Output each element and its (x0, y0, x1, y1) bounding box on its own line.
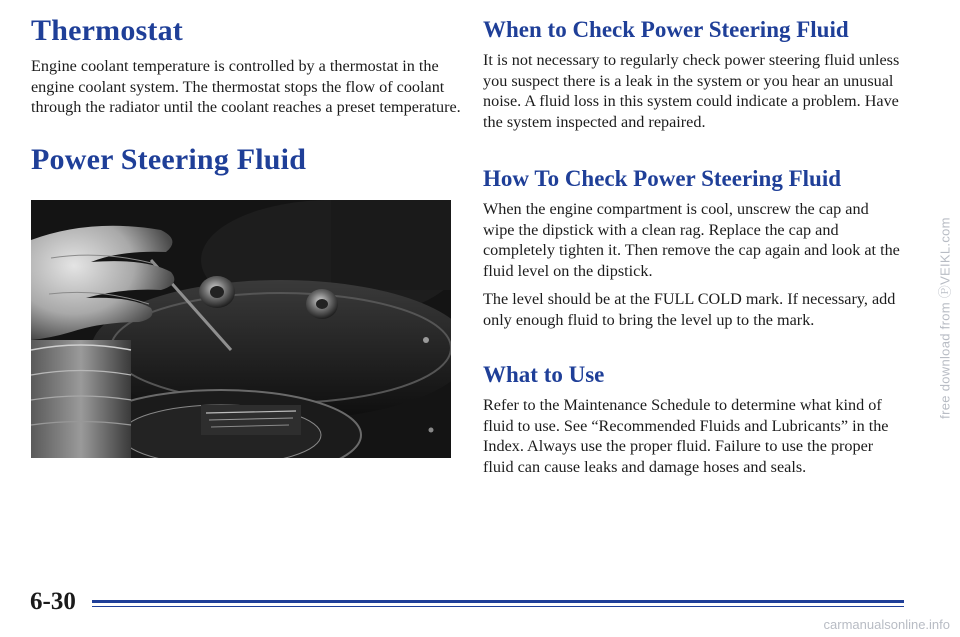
footer-rule-thick (92, 600, 904, 603)
what-to-use-paragraph: Refer to the Maintenance Schedule to determine what kind of fluid to use. See “Recommended Fluids and Lubricants” in the Index. Always use the proper fluid. Failure to use the proper fluid can cause leaks and damage hoses and seals. (483, 396, 889, 476)
when-to-check-heading: When to Check Power Steering Fluid (483, 17, 849, 42)
thermostat-paragraph: Engine coolant temperature is controlled by a thermostat in the engine coolant system. The thermostat stops the flow of coolant through the radiator until the coolant reaches a preset temperature. (31, 57, 461, 117)
power-steering-reservoir-photo (31, 200, 451, 458)
how-to-check-heading: How To Check Power Steering Fluid (483, 166, 842, 191)
footer-rule-thin (92, 606, 904, 607)
how-to-check-paragraph-1: When the engine compartment is cool, unscrew the cap and wipe the dipstick with a clean rag. Replace the cap and completely tighten it. Then remove the cap again and look at the fluid level on the dipstick. (483, 200, 900, 280)
side-watermark: free download from ⓅVEIKL.com (937, 217, 953, 419)
thermostat-heading: Thermostat (31, 14, 183, 47)
when-to-check-paragraph: It is not necessary to regularly check power steering fluid unless you suspect there is a leak in the system or you hear an unusual noise. A fluid loss in this system could indicate a problem. Have the system inspected and repaired. (483, 51, 900, 131)
power-steering-heading: Power Steering Fluid (31, 143, 307, 176)
what-to-use-heading: What to Use (483, 362, 605, 387)
footer-site-watermark: carmanualsonline.info (823, 617, 950, 632)
page-number: 6-30 (30, 588, 76, 615)
how-to-check-paragraph-2: The level should be at the FULL COLD mark. If necessary, add only enough fluid to bring the level up to the mark. (483, 290, 896, 329)
